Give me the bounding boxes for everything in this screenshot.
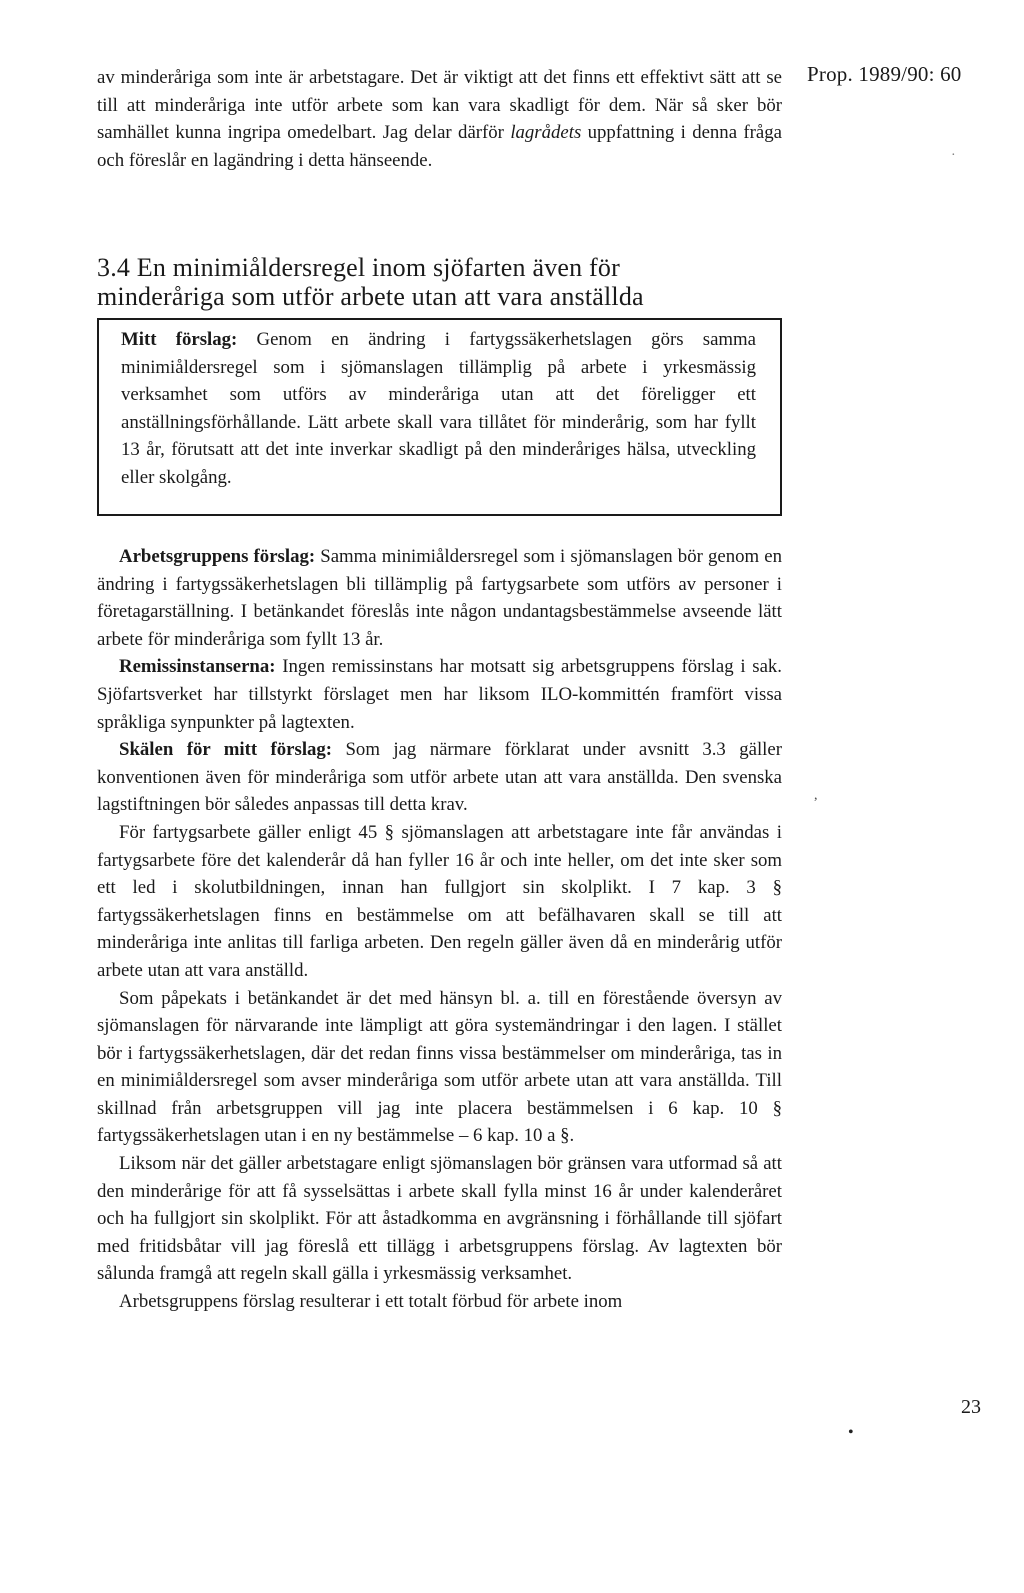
paragraph-skalen: [97, 736, 782, 819]
proposal-lead: Mitt förslag:: [121, 329, 238, 350]
scan-speck: ,: [814, 788, 818, 803]
section-heading: [97, 253, 797, 311]
paragraph-text: Liksom när det gäller arbetstagare enligt sjömanslagen bör gränsen vara utformad så att den minderårige för att få sysselsättas i arbete skall fylla minst 16 år under kalenderåret och ha fullgjort sin skolplikt. För att åstadkomma en avgränsning i förhållande till sjöfart med fritidsbåtar vill jag föreslå ett tillägg i arbetsgruppens förslag. Av lagtexten bör sålunda framgå att regeln skall gälla i yrkesmässig verksamhet.: [97, 1153, 782, 1285]
paragraph-text: Samma minimiåldersregel som i sjömanslagen bör genom en ändring i fartygssäkerhetslagen bli tillämplig på fartygsarbete som utförs av personer i företagarställning. I betänkandet föreslås inte någon undantagsbestämmelse avseende lätt arbete för minderåriga som fyllt 13 år.: [97, 546, 782, 650]
paragraph-text: Ingen remissinstans har motsatt sig arbetsgruppens förslag i sak. Sjöfartsverket har tillstyrkt förslaget men har liksom ILO-kommittén framfört vissa språkliga synpunkter på lagtexten.: [97, 656, 782, 733]
paragraph-lead: Skälen för mitt förslag:: [119, 739, 333, 761]
paragraph-lead: Arbetsgruppens förslag:: [119, 546, 316, 567]
intro-emphasis: lagrådets: [510, 122, 582, 144]
page-number: 23: [961, 1396, 981, 1418]
paragraph-papekats: [97, 985, 782, 1151]
paragraph-text: Som jag närmare förklarat under avsnitt 3.3 gäller konventionen även för minderåriga som utför arbete utan att vara anställda. Den svenska lagstiftningen bör således anpassas till detta krav.: [97, 739, 782, 816]
paragraph-resulterar: [97, 1288, 782, 1316]
proposal-body: Genom en ändring i fartygssäkerhetslagen görs samma minimiåldersregel som i sjömanslagen tillämplig på arbete i yrkesmässig verksamhet som utförs av minderåriga utan att det föreligger ett anställningsförhållande. Lätt arbete skall vara tillåtet för minderårig, som har fyllt 13 år, förutsatt att det inte inverkar skadligt på den minderåriges hälsa, utveckling eller skolgång.: [121, 329, 756, 488]
proposal-box: [97, 318, 782, 516]
intro-text-part2: uppfattning i denna fråga och föreslår en lagändring i detta hänseende.: [97, 122, 782, 171]
paragraph-fartygsarbete: [97, 819, 782, 985]
body-text: [97, 543, 782, 1316]
intro-paragraph: [97, 64, 782, 174]
scan-speck: •: [848, 1424, 854, 1441]
section-heading-line2: minderåriga som utför arbete utan att vara anställda: [97, 282, 644, 311]
paragraph-text: För fartygsarbete gäller enligt 45 § sjömanslagen att arbetstagare inte får användas i fartygsarbete före det kalenderår då han fyller 16 år och inte heller, om det inte sker som ett led i skolutbildningen, innan han fullgjort sin skolplikt. I 7 kap. 3 § fartygssäkerhetslagen finns en bestämmelse om att befälhavaren skall se till att minderåriga inte anlitas till farliga arbeten. Den regeln gäller även då en minderårig utför arbete utan att vara anställd.: [97, 821, 782, 981]
paragraph-arbetsgruppens-forslag: [97, 543, 782, 653]
paragraph-liksom: [97, 1150, 782, 1288]
intro-text-part1: av minderåriga som inte är arbetstagare. Det är viktigt att det finns ett effektivt sätt att se till att minderåriga inte utför arbete som kan vara skadligt för dem. När så sker bör samhället kunna ingripa omedelbart. Jag delar därför: [97, 67, 782, 144]
paragraph-remissinstanserna: [97, 653, 782, 736]
intro-text: [97, 64, 782, 174]
scan-speck: ·: [951, 148, 956, 163]
section-heading-line1: 3.4 En minimiåldersregel inom sjöfarten även för: [97, 253, 620, 282]
page-reference: Prop. 1989/90: 60: [807, 62, 962, 86]
paragraph-text: Arbetsgruppens förslag resulterar i ett totalt förbud för arbete inom: [119, 1291, 623, 1313]
paragraph-text: Som påpekats i betänkandet är det med hänsyn bl. a. till en förestående översyn av sjömanslagen för närvarande inte lämpligt att göra systemändringar i den lagen. I stället bör i fartygssäkerhetslagen, där det redan finns vissa bestämmelser om minderåriga, tas in en minimiåldersregel som avser minderåriga som utför arbete utan att vara anställda. Till skillnad från arbetsgruppen vill jag inte placera bestämmelsen i 6 kap. 10 § fartygssäkerhetslagen utan i en ny bestämmelse – 6 kap. 10 a §.: [97, 987, 782, 1147]
paragraph-lead: Remissinstanserna:: [119, 656, 276, 678]
proposal-text: [121, 326, 756, 492]
